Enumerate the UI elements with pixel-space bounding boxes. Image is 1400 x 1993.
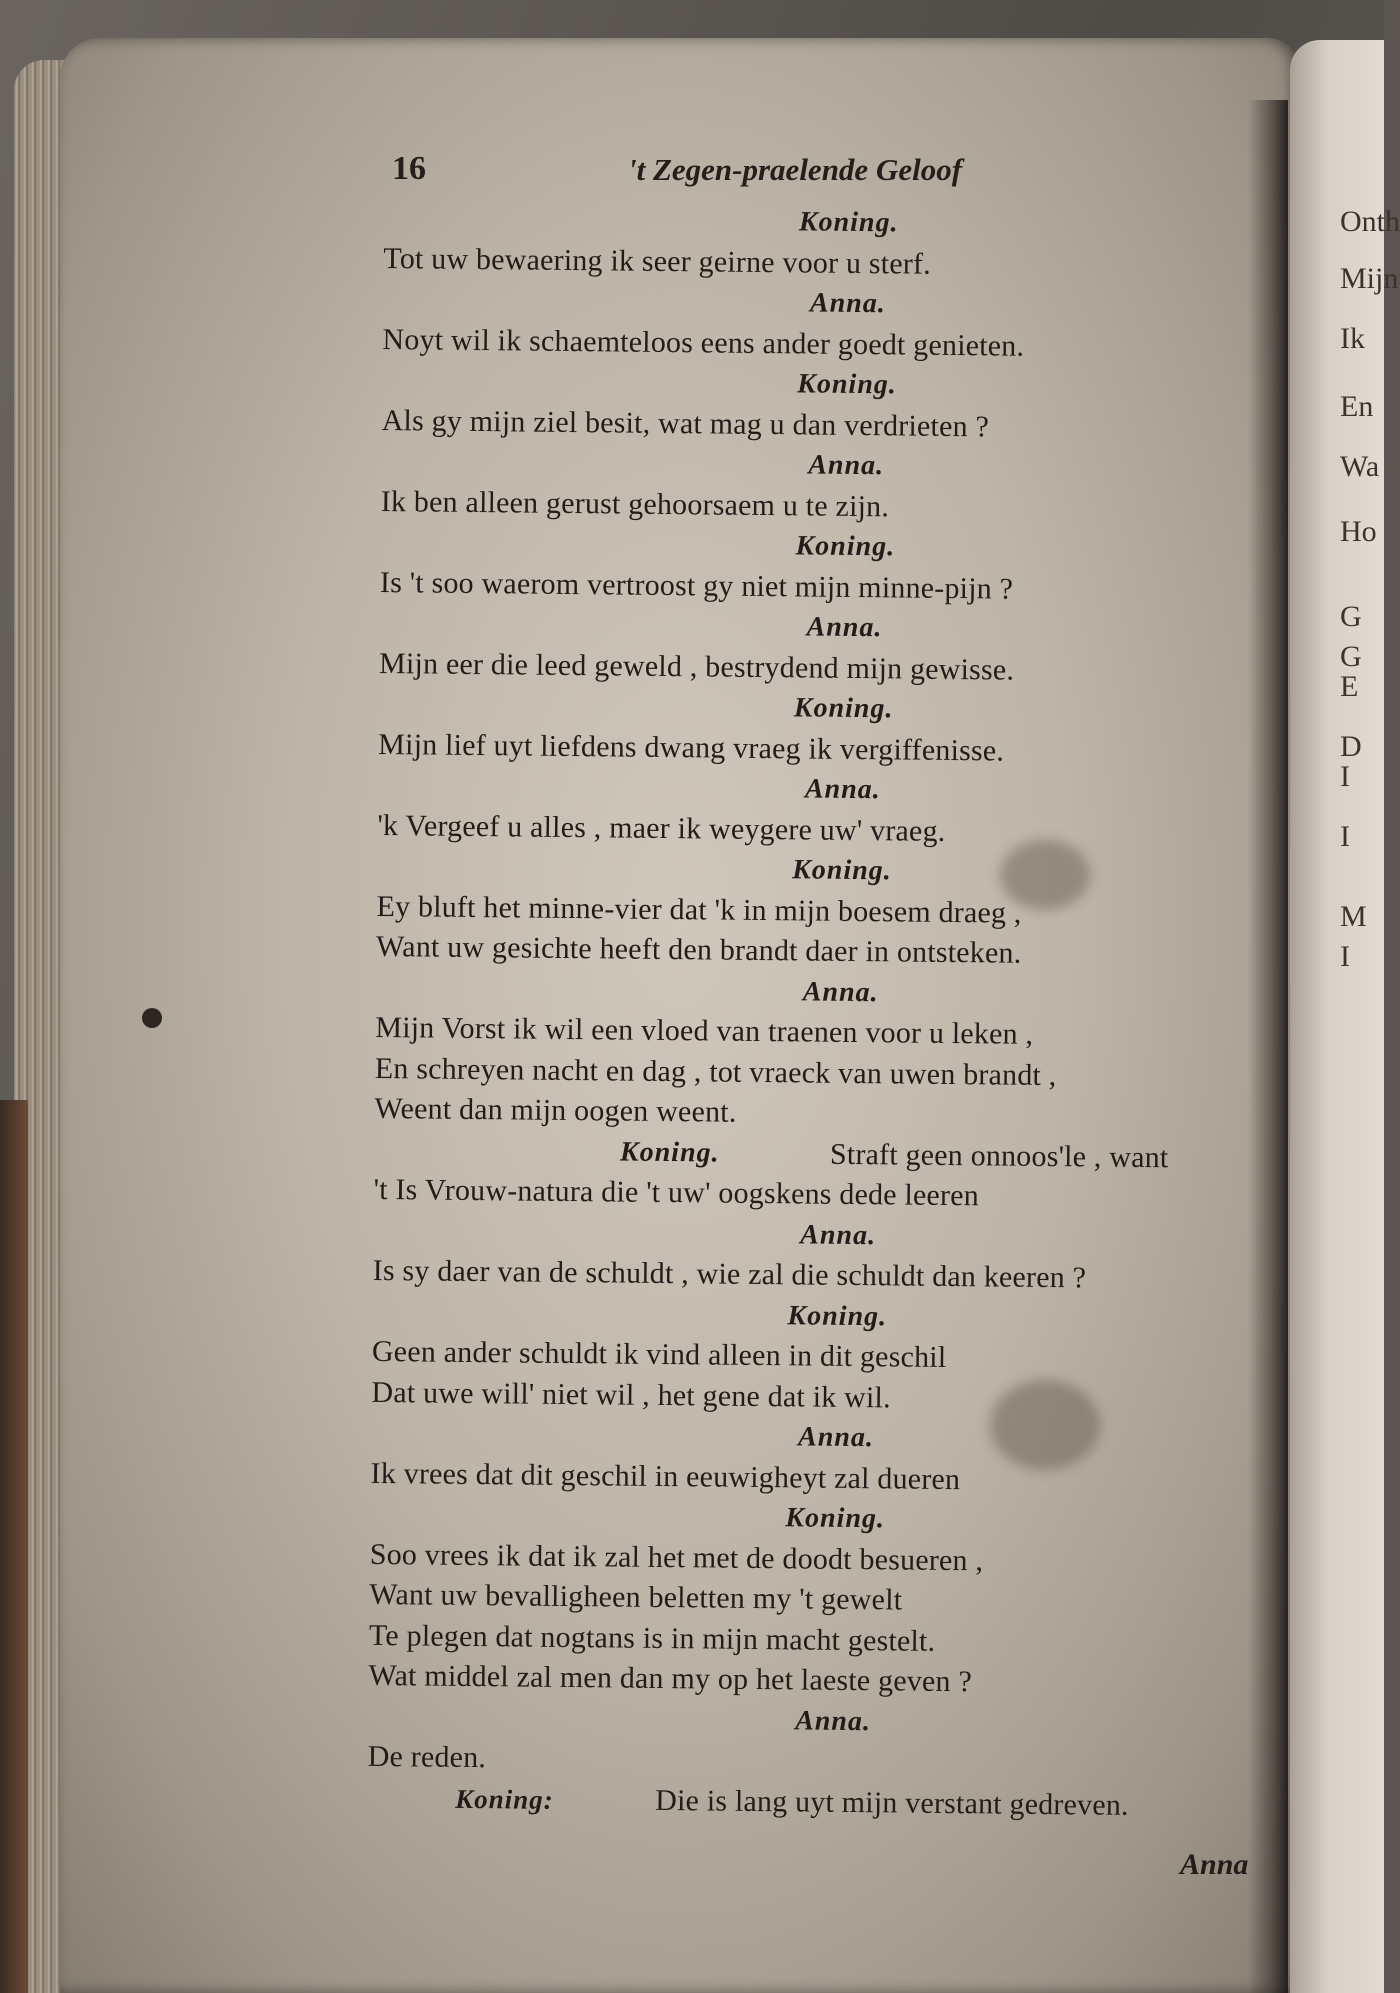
page-header xyxy=(392,150,1012,190)
facing-page-fragment: Ik xyxy=(1340,322,1365,355)
facing-page-fragment: I xyxy=(1340,940,1350,973)
verse-text: Straft geen onnoos'le , want xyxy=(829,1137,1169,1174)
verse-line: Mijn lief uyt liefdens dwang vraeg ik vergiffenisse. xyxy=(378,727,1005,768)
speaker-name: Anna. xyxy=(794,1704,872,1737)
facing-page-fragment: Ho xyxy=(1340,515,1377,548)
verse-line: Is sy daer van de schuldt , wie zal die schuldt dan keeren ? xyxy=(372,1253,1087,1295)
facing-page-fragment: E xyxy=(1340,670,1359,703)
verse-line: 't Is Vrouw-natura die 't uw' oogskens dede leeren xyxy=(373,1172,980,1213)
verse-line: Is 't soo waerom vertroost gy niet mijn minne-pijn ? xyxy=(379,565,1014,606)
running-head: 't Zegen-praelende Geloof xyxy=(628,152,963,187)
facing-page-fragment: I xyxy=(1340,760,1350,793)
facing-page-fragment: I xyxy=(1340,820,1350,853)
verse-line: Weent dan mijn oogen weent. xyxy=(374,1091,737,1129)
verse-line: Als gy mijn ziel besit, wat mag u dan verdrieten ? xyxy=(381,403,990,443)
dialogue-text xyxy=(367,198,1274,1827)
verse-line: Soo vrees ik dat ik zal het met de doodt besueren , xyxy=(369,1537,984,1577)
page-number: 16 xyxy=(392,150,426,187)
catchword: Anna xyxy=(1180,1848,1249,1881)
speaker-name: Koning. xyxy=(795,530,896,563)
speaker-name: Anna. xyxy=(800,1218,877,1251)
speaker-name: Koning. xyxy=(798,206,899,239)
speaker-name: Anna. xyxy=(809,287,886,320)
speaker-name: Koning. xyxy=(787,1299,888,1332)
speaker-name: Anna. xyxy=(804,773,881,806)
ink-spot xyxy=(142,1008,162,1028)
verse-line: De reden. xyxy=(367,1739,487,1775)
facing-page-fragment: G xyxy=(1340,640,1362,673)
speaker-name: Anna. xyxy=(808,449,885,482)
facing-page-fragment: M xyxy=(1340,900,1367,933)
facing-page-fragment: Wa xyxy=(1340,450,1380,483)
verse-line: 'k Vergeef u alles , maer ik weygere uw' vraeg. xyxy=(377,808,946,848)
speaker-name: Anna. xyxy=(797,1421,875,1454)
book-cover-edge xyxy=(0,1100,28,1993)
verse-line: Te plegen dat nogtans is in mijn macht gestelt. xyxy=(368,1618,936,1658)
verse-line: Noyt wil ik schaemteloos eens ander goedt genieten. xyxy=(382,322,1025,363)
speaker-name: Koning. xyxy=(793,692,894,725)
speaker-name: Anna. xyxy=(806,611,883,644)
verse-line: Mijn eer die leed geweld , bestrydend mijn gewisse. xyxy=(378,646,1015,687)
speaker-name: Koning. xyxy=(619,1136,720,1169)
verse-line: Geen ander schuldt ik vind alleen in dit geschil xyxy=(371,1334,947,1374)
facing-page-fragment: D xyxy=(1340,730,1362,763)
facing-page-fragment: G xyxy=(1340,600,1362,633)
verse-line: Want uw bevalligheen beletten my 't gewelt xyxy=(369,1577,903,1617)
speaker-name: Koning: xyxy=(455,1783,554,1815)
verse-line: Ey bluft het minne-vier dat 'k in mijn boesem draeg , xyxy=(376,889,1022,930)
speaker-name: Anna. xyxy=(802,975,879,1008)
verse-line: Wat middel zal men dan my op het laeste geven ? xyxy=(368,1658,973,1699)
facing-page-fragment: En xyxy=(1340,390,1374,423)
facing-page-fragment: Onth xyxy=(1340,205,1400,238)
speaker-name: Koning. xyxy=(785,1502,886,1535)
speaker-name: Koning. xyxy=(797,368,898,401)
verse-line: Want uw gesichte heeft den brandt daer in ontsteken. xyxy=(375,929,1022,970)
verse-text: Die is lang uyt mijn verstant gedreven. xyxy=(655,1783,1129,1822)
verse-line: Ik ben alleen gerust gehoorsaem u te zijn. xyxy=(380,484,890,523)
verse-line: Dat uwe will' niet wil , het gene dat ik wil. xyxy=(371,1375,891,1414)
facing-page-fragment: Mijn xyxy=(1340,262,1399,295)
verse-line: Mijn Vorst ik wil een vloed van traenen voor u leken , xyxy=(375,1010,1034,1051)
verse-line: En schreyen nacht en dag , tot vraeck van uwen brandt , xyxy=(374,1051,1057,1092)
speaker-name: Koning. xyxy=(792,854,892,887)
verse-line: Ik vrees dat dit geschil in eeuwigheyt zal dueren xyxy=(370,1456,961,1496)
verse-line: Tot uw bewaering ik seer geirne voor u sterf. xyxy=(383,241,932,281)
